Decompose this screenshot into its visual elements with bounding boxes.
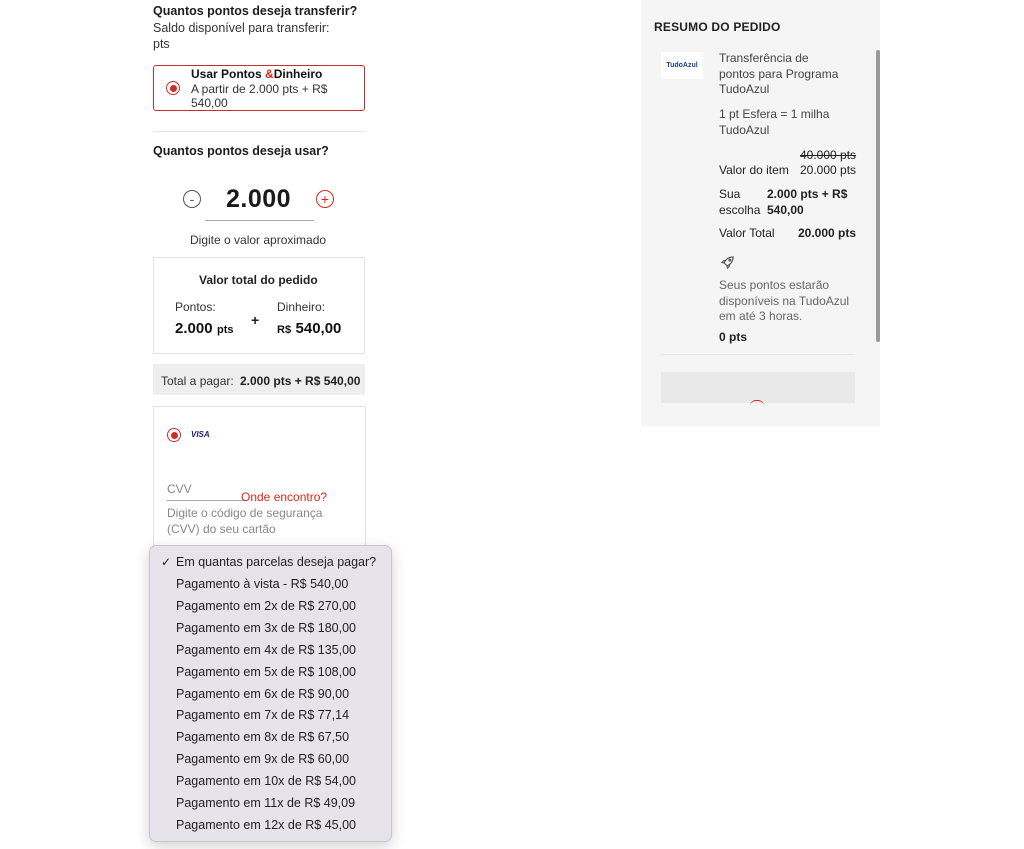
tudoazul-logo-text: TudoAzul [666,62,698,69]
product-line2: pontos para Programa [719,66,839,81]
choice-value-line1: 2.000 pts + R$ [767,187,848,201]
installments-placeholder-label: Em quantas parcelas deseja pagar? [176,555,377,569]
option-subtitle-line1: A partir de 2.000 pts + R$ [191,82,328,96]
money-label: Dinheiro: [277,300,326,314]
tudoazul-logo [661,52,703,79]
rate-line1: 1 pt Esfera = 1 milha [719,107,830,121]
checkmark-icon: ✓ [161,555,172,569]
installments-placeholder-option[interactable] [150,551,391,573]
order-total-title: Valor total do pedido [199,273,318,287]
product-line3: TudoAzul [719,82,770,96]
installments-dropdown[interactable] [149,545,392,842]
product-line1: Transferência de [719,51,809,65]
installment-option[interactable]: Pagamento em 3x de R$ 180,00 [176,621,356,635]
increase-button[interactable] [316,190,334,208]
plus-icon: + [320,191,330,207]
conversion-rate [719,107,829,138]
total-to-pay-bar [153,364,365,395]
total-label: Valor Total [719,226,775,240]
cvv-hint-line1: Digite o código de segurança [167,506,323,520]
summary-divider [661,354,855,355]
product-description [719,51,838,98]
balance-unit: pts [153,37,170,51]
points-total-value: 2.000 [175,320,213,337]
loading-spinner-icon [750,400,764,406]
availability-line3: em até 3 horas. [719,309,803,323]
installment-option[interactable]: Pagamento em 12x de R$ 45,00 [176,818,356,832]
decrease-button[interactable] [183,190,201,208]
availability-line2: disponíveis na TudoAzul [719,293,850,308]
order-summary-panel [641,0,880,426]
where-to-find-link[interactable]: Onde encontro? [241,490,328,504]
cvv-label: CVV [167,482,192,496]
installment-option[interactable]: Pagamento em 6x de R$ 90,00 [176,687,350,701]
section-divider [153,131,365,132]
choice-value [767,187,847,218]
card-radio[interactable] [167,428,181,442]
cvv-hint-line2: (CVV) do seu cartão [167,521,276,536]
summary-action-area[interactable] [661,372,855,403]
points-total [175,320,234,338]
payment-card-box [153,406,366,548]
choice-label-line1: Sua [719,187,741,201]
installment-option[interactable]: Pagamento em 11x de R$ 49,09 [176,796,356,810]
points-value[interactable]: 2.000 [226,185,292,213]
option-radio[interactable] [166,81,180,95]
points-label: Pontos: [175,300,216,314]
choice-label [719,187,760,218]
rate-line2: TudoAzul [719,122,770,137]
choice-label-line2: escolha [719,202,761,217]
money-currency: R$ [277,324,292,336]
points-input-underline [205,220,314,221]
installment-option[interactable]: Pagamento à vista - R$ 540,00 [176,577,349,591]
use-points-question: Quantos pontos deseja usar? [153,144,329,158]
transfer-question: Quantos pontos deseja transferir? [153,4,358,18]
item-value: 20.000 pts [800,163,857,177]
balance-label: Saldo disponível para transferir: [153,21,330,35]
money-total [277,320,341,338]
points-total-unit: pts [217,324,234,336]
summary-scrollbar[interactable] [876,50,880,342]
total-value: 20.000 pts [798,226,857,240]
old-price: 40.000 pts [800,148,857,162]
minus-icon: - [189,191,195,207]
installment-option[interactable]: Pagamento em 2x de R$ 270,00 [176,599,356,613]
cvv-input[interactable] [167,500,247,501]
choice-value-line2: 540,00 [767,202,804,217]
money-total-value: 540,00 [295,320,342,337]
rocket-icon [720,255,735,275]
summary-title: RESUMO DO PEDIDO [654,20,781,34]
cvv-hint [167,506,322,537]
order-total-box [153,257,365,354]
option-subtitle-line2: 540,00 [191,96,228,110]
option-title-part2: Dinheiro [273,67,323,81]
installment-option[interactable]: Pagamento em 9x de R$ 60,00 [176,752,350,766]
points-result: 0 pts [719,330,748,344]
installment-option[interactable]: Pagamento em 8x de R$ 67,50 [176,730,350,744]
plus-sign: + [251,312,260,328]
option-title [191,67,322,81]
points-and-money-option[interactable] [153,65,365,111]
total-to-pay-value: 2.000 pts + R$ 540,00 [240,374,361,388]
option-title-part1: Usar Pontos [191,67,266,81]
availability-line1: Seus pontos estarão [719,278,830,292]
installment-option[interactable]: Pagamento em 10x de R$ 54,00 [176,774,356,788]
availability-note [719,278,849,325]
option-title-amp: & [265,67,274,81]
installment-option[interactable]: Pagamento em 5x de R$ 108,00 [176,665,356,679]
item-value-label: Valor do item [719,163,789,177]
visa-icon: VISA [191,430,210,439]
option-subtitle [191,82,327,110]
installment-option[interactable]: Pagamento em 7x de R$ 77,14 [176,708,350,722]
total-to-pay-label: Total a pagar: [161,374,234,388]
points-hint: Digite o valor aproximado [190,233,327,247]
installment-option[interactable]: Pagamento em 4x de R$ 135,00 [176,643,356,657]
